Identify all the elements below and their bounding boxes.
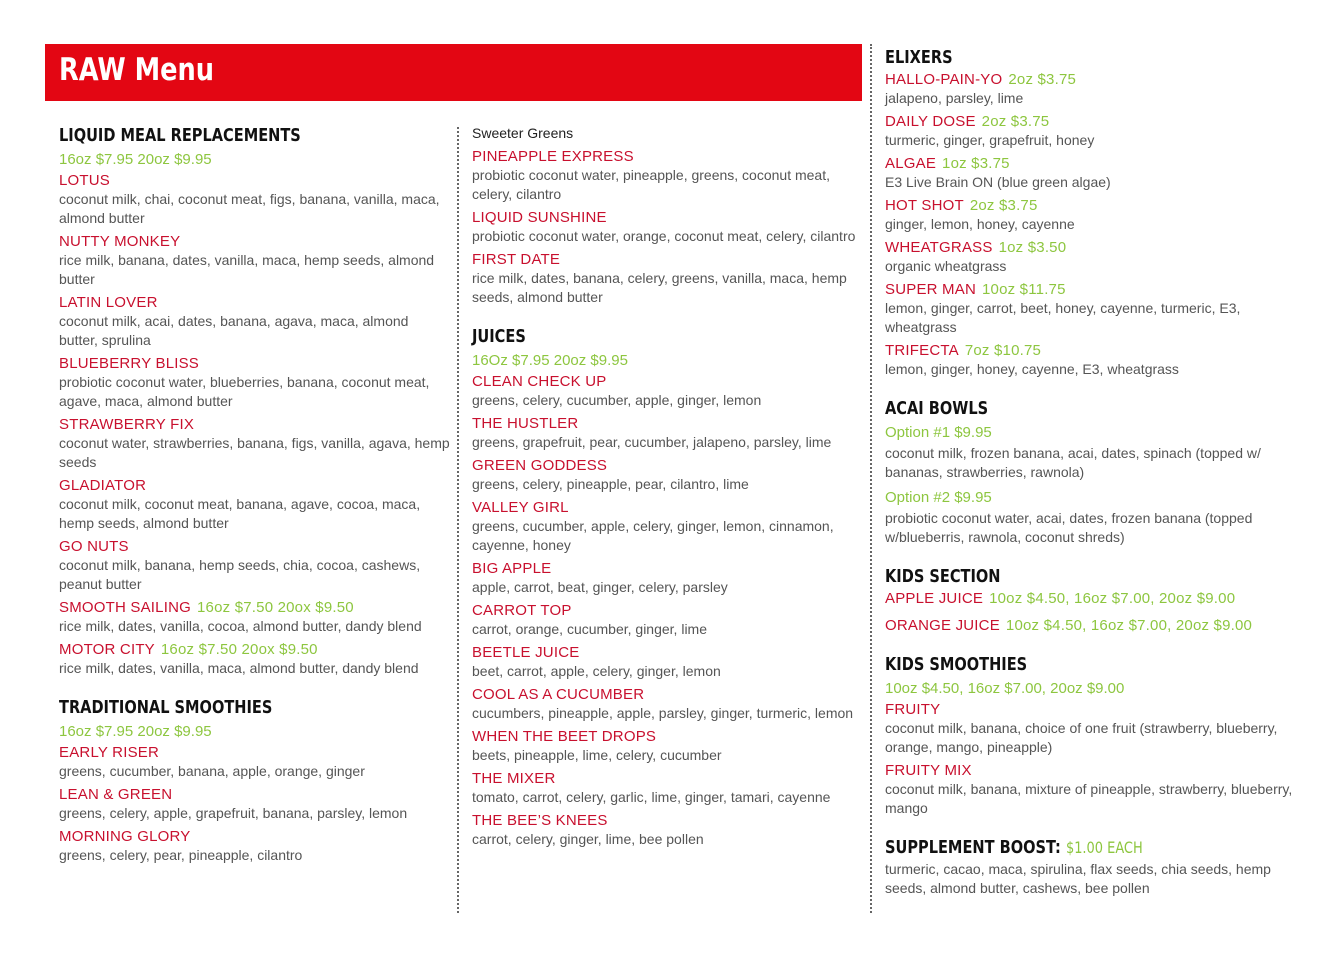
- menu-item: [472, 456, 862, 494]
- item-name: LOTUS: [59, 172, 111, 189]
- menu-item: [472, 685, 862, 723]
- item-name: [885, 70, 1305, 89]
- menu-item: [472, 414, 862, 452]
- acai-option-label: Option #2 $9.95: [885, 489, 992, 506]
- menu-item: [885, 154, 1305, 192]
- item-name: [885, 238, 1305, 257]
- menu-item: [472, 559, 862, 597]
- item-name-text: MOTOR CITY: [59, 641, 155, 658]
- item-name: BIG APPLE: [472, 560, 552, 577]
- section-heading: TRADITIONAL SMOOTHIES: [59, 697, 273, 718]
- item-description: E3 Live Brain ON (blue green algae): [885, 174, 1111, 190]
- item-name: LATIN LOVER: [59, 294, 158, 311]
- menu-item: [59, 537, 451, 594]
- section-price: 16oz $7.95 20oz $9.95: [59, 151, 212, 168]
- item-description: carrot, celery, ginger, lime, bee pollen: [472, 831, 704, 847]
- item-description: organic wheatgrass: [885, 258, 1007, 274]
- menu-item: [472, 372, 862, 410]
- item-name: GO NUTS: [59, 538, 129, 555]
- menu-item: [885, 700, 1305, 757]
- menu-item: [59, 827, 451, 865]
- item-description: apple, carrot, beat, ginger, celery, parsley: [472, 579, 728, 595]
- item-description: ginger, lemon, honey, cayenne: [885, 216, 1075, 232]
- menu-item: [59, 743, 451, 781]
- item-name: MORNING GLORY: [59, 828, 191, 845]
- item-name: THE MIXER: [472, 770, 556, 787]
- item-price: 2oz $3.75: [981, 113, 1050, 130]
- menu-column-3: [885, 46, 1305, 898]
- menu-item: [472, 727, 862, 765]
- item-description: coconut milk, chai, coconut meat, figs, banana, vanilla, maca, almond butter: [59, 191, 440, 226]
- item-description: probiotic coconut water, blueberries, banana, coconut meat, agave, maca, almond butter: [59, 374, 430, 409]
- item-name: [885, 154, 1305, 173]
- menu-item: [885, 238, 1305, 276]
- item-name: STRAWBERRY FIX: [59, 416, 195, 433]
- item-description: lemon, ginger, honey, cayenne, E3, wheatgrass: [885, 361, 1179, 377]
- item-description: coconut milk, banana, mixture of pineapple, strawberry, blueberry, mango: [885, 781, 1293, 816]
- item-name: [885, 589, 1305, 608]
- item-price: 1oz $3.50: [998, 239, 1067, 256]
- item-description: cucumbers, pineapple, apple, parsley, ginger, turmeric, lemon: [472, 705, 854, 721]
- item-description: beets, pineapple, lime, celery, cucumber: [472, 747, 722, 763]
- item-name: FIRST DATE: [472, 251, 561, 268]
- item-name: THE BEE’S KNEES: [472, 812, 608, 829]
- section-heading: ELIXERS: [885, 47, 953, 68]
- item-price: 7oz $10.75: [964, 342, 1042, 359]
- item-name: [885, 341, 1305, 360]
- item-name: LEAN & GREEN: [59, 786, 173, 803]
- item-price: 2oz $3.75: [1008, 71, 1077, 88]
- item-description: lemon, ginger, carrot, beet, honey, cayenne, turmeric, E3, wheatgrass: [885, 300, 1241, 335]
- item-name-text: APPLE JUICE: [885, 590, 984, 607]
- supplement-price: $1.00 EACH: [1065, 838, 1143, 857]
- supplement-description: turmeric, cacao, maca, spirulina, flax seeds, chia seeds, hemp seeds, almond butter, cashews, bee pollen: [885, 861, 1271, 896]
- item-name: GLADIATOR: [59, 477, 147, 494]
- menu-item: [472, 769, 862, 807]
- section-heading: [885, 836, 1263, 860]
- acai-option-label: Option #1 $9.95: [885, 424, 992, 441]
- item-description: greens, cucumber, apple, celery, ginger, lemon, cinnamon, cayenne, honey: [472, 518, 834, 553]
- menu-item: [59, 476, 451, 533]
- menu-item: [472, 250, 862, 307]
- menu-item: [59, 171, 451, 228]
- item-description: probiotic coconut water, orange, coconut meat, celery, cilantro: [472, 228, 856, 244]
- item-description: tomato, carrot, celery, garlic, lime, ginger, tamari, cayenne: [472, 789, 831, 805]
- item-description: rice milk, dates, vanilla, maca, almond butter, dandy blend: [59, 660, 419, 676]
- item-name-text: HALLO-PAIN-YO: [885, 71, 1003, 88]
- subsection-heading: Sweeter Greens: [472, 125, 574, 141]
- menu-item: [885, 341, 1305, 379]
- title-banner: [45, 44, 862, 101]
- menu-item: [59, 785, 451, 823]
- item-price: 2oz $3.75: [969, 197, 1038, 214]
- item-description: greens, celery, pineapple, pear, cilantro, lime: [472, 476, 749, 492]
- item-name: FRUITY MIX: [885, 762, 972, 779]
- section-heading: ACAI BOWLS: [885, 398, 989, 419]
- menu-item: [59, 415, 451, 472]
- item-description: carrot, orange, cucumber, ginger, lime: [472, 621, 708, 637]
- menu-item: [885, 112, 1305, 150]
- section-price: 16oz $7.95 20oz $9.95: [59, 723, 212, 740]
- menu-item: [472, 208, 862, 246]
- menu-item: [472, 147, 862, 204]
- column-divider-1: [457, 127, 459, 913]
- supplement-heading: SUPPLEMENT BOOST:: [885, 837, 1061, 858]
- item-name: GREEN GODDESS: [472, 457, 608, 474]
- item-name: BLUEBERRY BLISS: [59, 355, 200, 372]
- item-description: probiotic coconut water, pineapple, greens, coconut meat, celery, cilantro: [472, 167, 830, 202]
- item-price: 10oz $11.75: [981, 281, 1066, 298]
- section-heading: KIDS SMOOTHIES: [885, 654, 1028, 675]
- item-description: coconut milk, banana, choice of one fruit (strawberry, blueberry, orange, mango, pineapple): [885, 720, 1278, 755]
- item-description: coconut milk, acai, dates, banana, agava, maca, almond butter, sprulina: [59, 313, 409, 348]
- menu-column-2: [472, 124, 862, 849]
- item-description: coconut water, strawberries, banana, figs, vanilla, agava, hemp seeds: [59, 435, 450, 470]
- item-description: greens, celery, apple, grapefruit, banana, parsley, lemon: [59, 805, 408, 821]
- menu-item: [59, 354, 451, 411]
- item-description: coconut milk, banana, hemp seeds, chia, cocoa, cashews, peanut butter: [59, 557, 421, 592]
- item-description: rice milk, dates, vanilla, cocoa, almond butter, dandy blend: [59, 618, 422, 634]
- section-heading: KIDS SECTION: [885, 566, 1001, 587]
- item-name: VALLEY GIRL: [472, 499, 569, 516]
- item-name: CARROT TOP: [472, 602, 572, 619]
- menu-item: [59, 232, 451, 289]
- item-name-text: HOT SHOT: [885, 197, 964, 214]
- section-heading: LIQUID MEAL REPLACEMENTS: [59, 125, 301, 146]
- section-heading: JUICES: [472, 326, 526, 347]
- section-price: 10oz $4.50, 16oz $7.00, 20oz $9.00: [885, 680, 1125, 697]
- item-name: WHEN THE BEET DROPS: [472, 728, 657, 745]
- item-name-text: WHEATGRASS: [885, 239, 993, 256]
- item-description: greens, grapefruit, pear, cucumber, jalapeno, parsley, lime: [472, 434, 832, 450]
- item-name-text: SUPER MAN: [885, 281, 976, 298]
- menu-item: [59, 640, 451, 678]
- menu-item: [885, 280, 1305, 337]
- item-description: greens, celery, pear, pineapple, cilantro: [59, 847, 303, 863]
- item-name: BEETLE JUICE: [472, 644, 580, 661]
- item-price: 16oz $7.50 20ox $9.50: [160, 641, 318, 658]
- item-name: NUTTY MONKEY: [59, 233, 181, 250]
- item-name: LIQUID SUNSHINE: [472, 209, 607, 226]
- item-name: COOL AS A CUCUMBER: [472, 686, 645, 703]
- item-price: 10oz $4.50, 16oz $7.00, 20oz $9.00: [989, 590, 1236, 607]
- item-name: [885, 616, 1305, 635]
- item-description: greens, celery, cucumber, apple, ginger, lemon: [472, 392, 762, 408]
- menu-item: [885, 196, 1305, 234]
- item-description: beet, carrot, apple, celery, ginger, lemon: [472, 663, 721, 679]
- menu-item: [472, 498, 862, 555]
- item-name-text: SMOOTH SAILING: [59, 599, 191, 616]
- menu-item: [472, 601, 862, 639]
- menu-item: [885, 70, 1305, 108]
- item-name: [885, 112, 1305, 131]
- item-name-text: DAILY DOSE: [885, 113, 976, 130]
- menu-item: [59, 598, 451, 636]
- item-price: 10oz $4.50, 16oz $7.00, 20oz $9.00: [1005, 617, 1253, 634]
- menu-item: [885, 761, 1305, 818]
- item-name-text: ALGAE: [885, 155, 937, 172]
- item-description: greens, cucumber, banana, apple, orange, ginger: [59, 763, 365, 779]
- item-description: rice milk, banana, dates, vanilla, maca, hemp seeds, almond butter: [59, 252, 435, 287]
- acai-option-description: probiotic coconut water, acai, dates, frozen banana (topped w/blueberris, rawnola, coconut shreds): [885, 510, 1253, 545]
- item-name: PINEAPPLE EXPRESS: [472, 148, 634, 165]
- item-description: turmeric, ginger, grapefruit, honey: [885, 132, 1095, 148]
- item-price: 1oz $3.75: [942, 155, 1010, 172]
- item-name: CLEAN CHECK UP: [472, 373, 607, 390]
- item-name: [885, 196, 1305, 215]
- menu-column-1: [59, 124, 451, 865]
- item-name: THE HUSTLER: [472, 415, 579, 432]
- column-divider-2: [870, 44, 872, 913]
- menu-item: [59, 293, 451, 350]
- section-price: 16Oz $7.95 20oz $9.95: [472, 352, 628, 369]
- menu-item: [472, 643, 862, 681]
- item-name: EARLY RISER: [59, 744, 160, 761]
- item-name: FRUITY: [885, 701, 941, 718]
- item-description: coconut milk, coconut meat, banana, agave, cocoa, maca, hemp seeds, almond butter: [59, 496, 421, 531]
- item-name: [59, 598, 451, 617]
- item-name: [59, 640, 451, 659]
- page-title: RAW Menu: [59, 52, 215, 88]
- item-price: 16oz $7.50 20ox $9.50: [197, 599, 354, 616]
- item-description: rice milk, dates, banana, celery, greens, vanilla, maca, hemp seeds, almond butter: [472, 270, 847, 305]
- item-description: jalapeno, parsley, lime: [885, 90, 1024, 106]
- item-name-text: ORANGE JUICE: [885, 617, 1000, 634]
- acai-option-description: coconut milk, frozen banana, acai, dates, spinach (topped w/ bananas, strawberries, rawnola): [885, 445, 1261, 480]
- item-name: [885, 280, 1305, 299]
- menu-item: [472, 811, 862, 849]
- item-name-text: TRIFECTA: [885, 342, 959, 359]
